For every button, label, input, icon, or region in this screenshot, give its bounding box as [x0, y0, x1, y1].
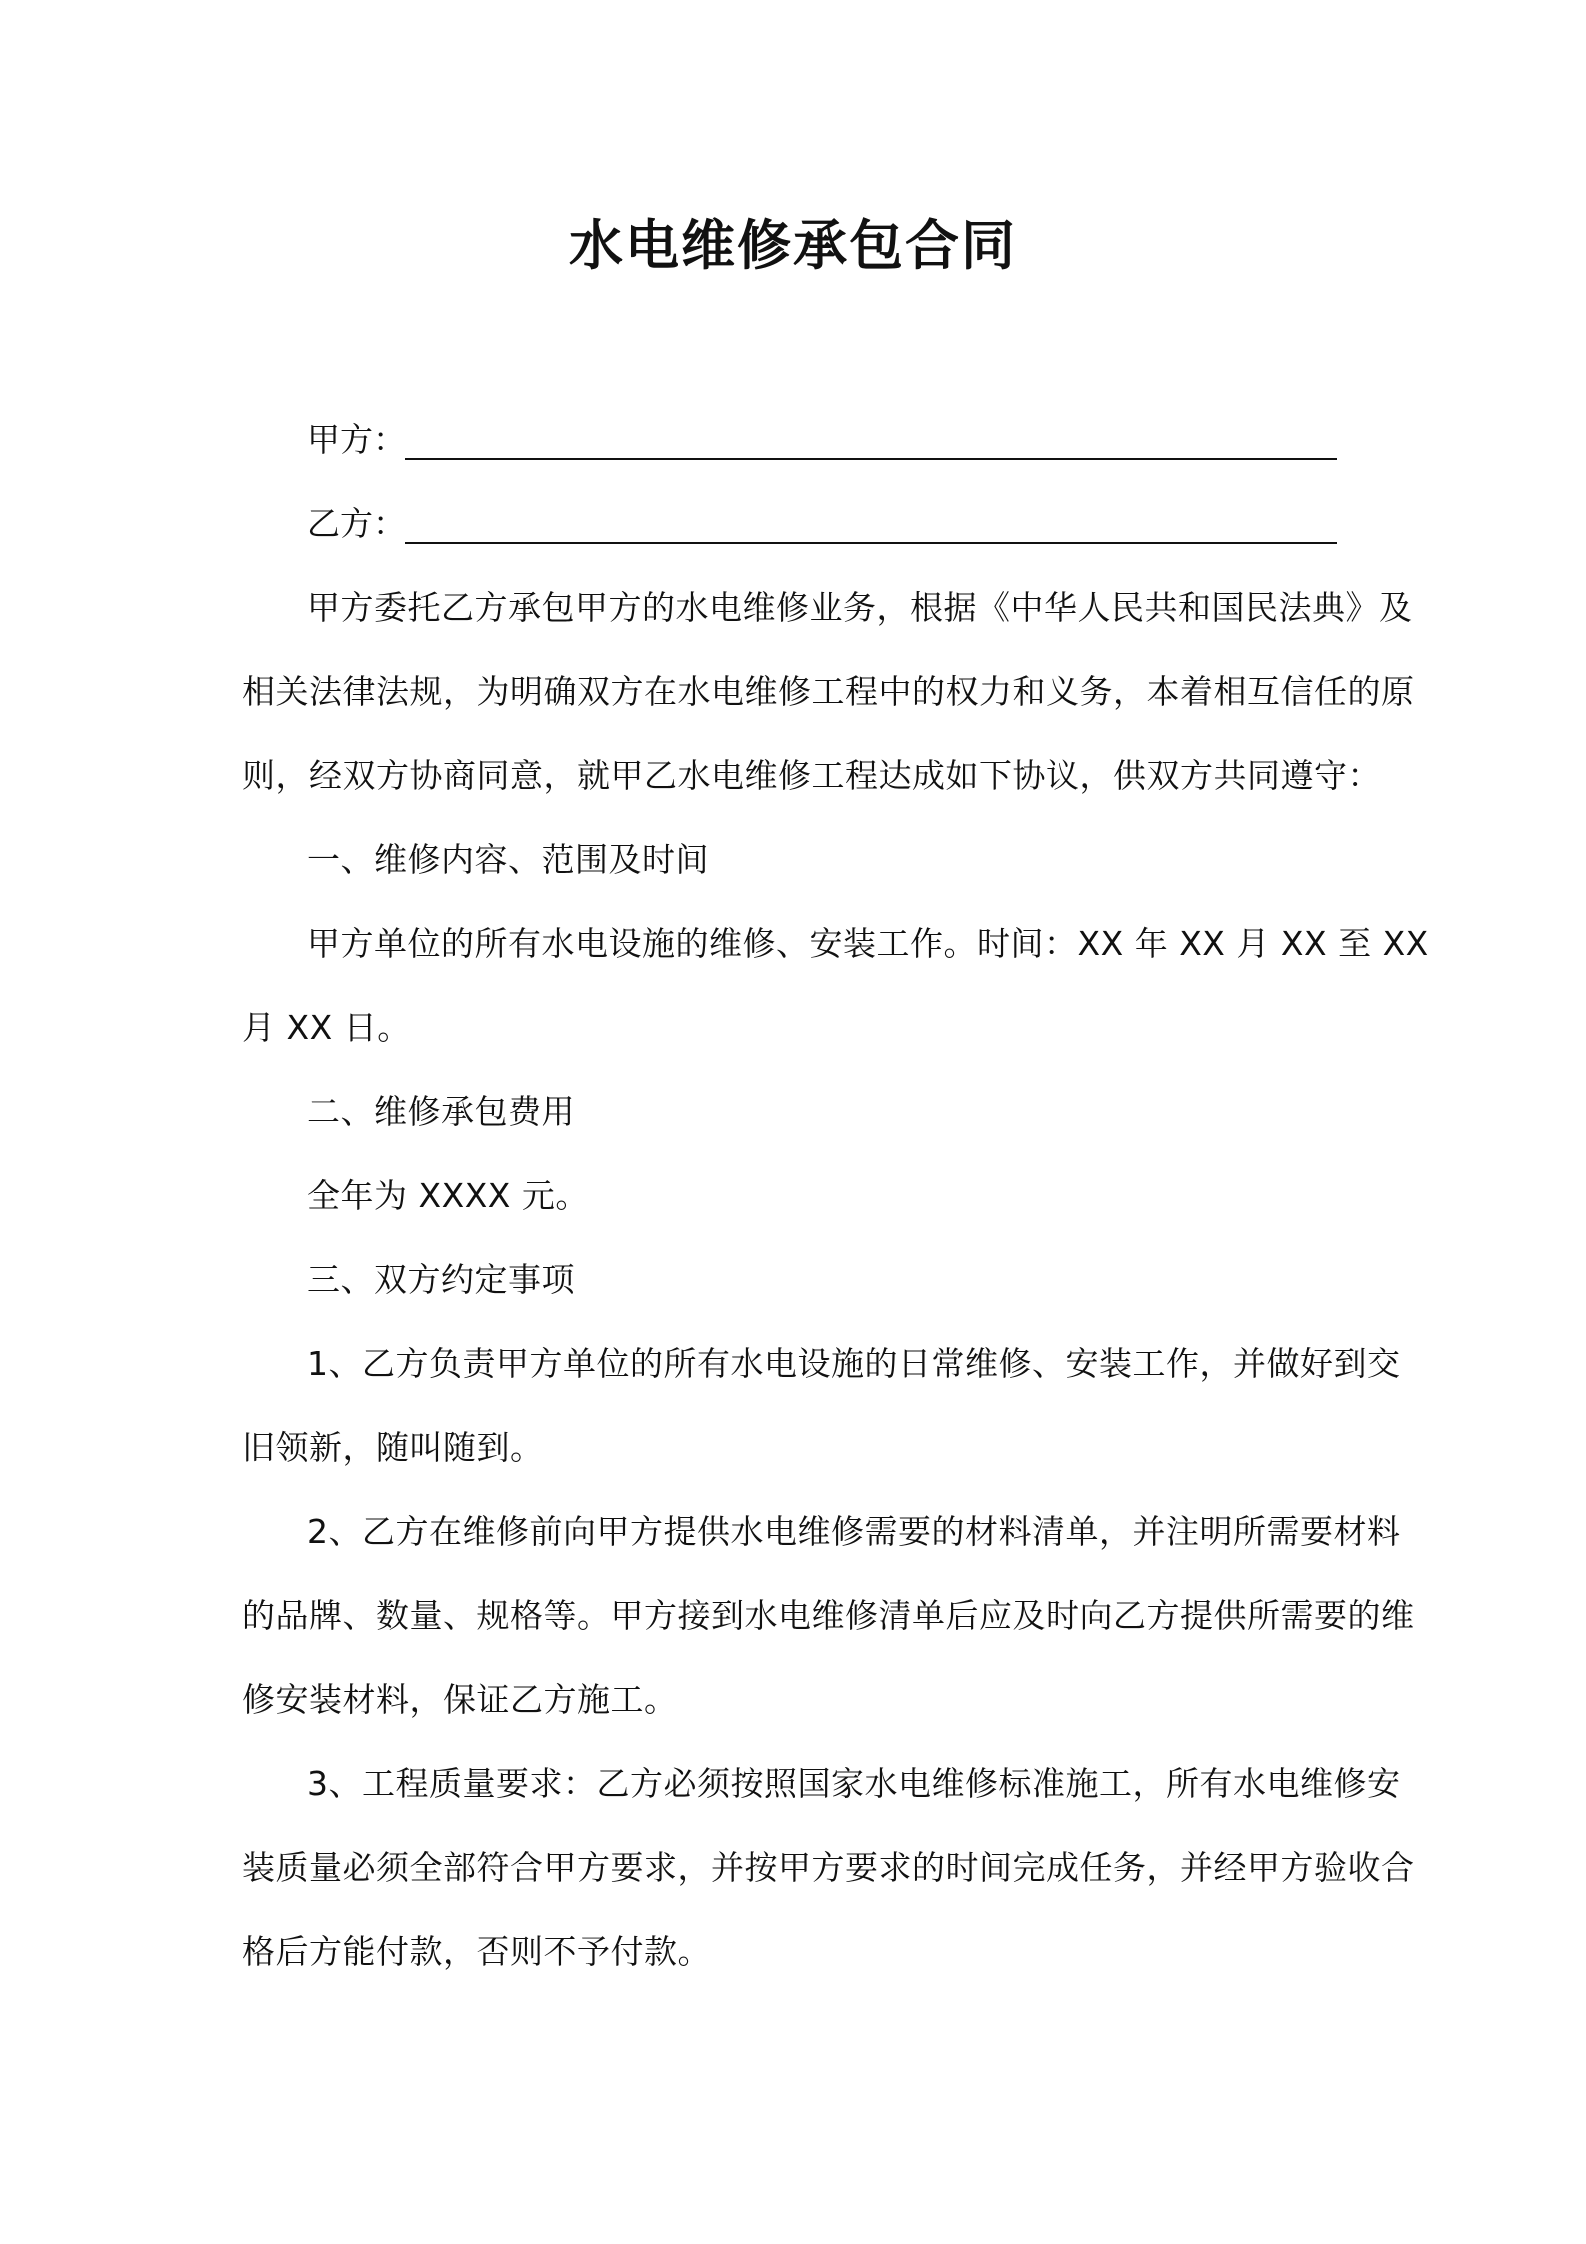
- paragraph-line: 月 XX 日。: [242, 1008, 411, 1047]
- paragraph-line: 则，经双方协商同意，就甲乙水电维修工程达成如下协议，供双方共同遵守：: [242, 756, 1381, 795]
- paragraph-line: 相关法律法规，为明确双方在水电维修工程中的权力和义务，本着相互信任的原: [242, 672, 1415, 711]
- party-a-blank-line[interactable]: [405, 458, 1337, 460]
- section-heading: 三、双方约定事项: [307, 1260, 575, 1299]
- clause-line: 旧领新，随叫随到。: [242, 1428, 544, 1467]
- clause-line: 的品牌、数量、规格等。甲方接到水电维修清单后应及时向乙方提供所需要的维: [242, 1596, 1415, 1635]
- paragraph-line: 甲方单位的所有水电设施的维修、安装工作。时间：XX 年 XX 月 XX 至 XX: [307, 924, 1429, 963]
- party-b-label: 乙方：: [307, 504, 406, 543]
- clause-line: 装质量必须全部符合甲方要求，并按甲方要求的时间完成任务，并经甲方验收合: [242, 1848, 1415, 1887]
- clause-line: 格后方能付款，否则不予付款。: [242, 1932, 711, 1971]
- party-a-label: 甲方：: [307, 420, 406, 459]
- clause-line: 2、乙方在维修前向甲方提供水电维修需要的材料清单，并注明所需要材料: [307, 1512, 1401, 1551]
- document-title: 水电维修承包合同: [569, 214, 1017, 277]
- section-heading: 二、维修承包费用: [307, 1092, 575, 1131]
- clause-line: 1、乙方负责甲方单位的所有水电设施的日常维修、安装工作，并做好到交: [307, 1344, 1401, 1383]
- paragraph-line: 甲方委托乙方承包甲方的水电维修业务，根据《中华人民共和国民法典》及: [307, 588, 1413, 627]
- paragraph-line: 全年为 XXXX 元。: [307, 1176, 589, 1215]
- clause-line: 修安装材料，保证乙方施工。: [242, 1680, 678, 1719]
- party-b-blank-line[interactable]: [405, 542, 1337, 544]
- section-heading: 一、维修内容、范围及时间: [307, 840, 709, 879]
- clause-line: 3、工程质量要求：乙方必须按照国家水电维修标准施工，所有水电维修安: [307, 1764, 1401, 1803]
